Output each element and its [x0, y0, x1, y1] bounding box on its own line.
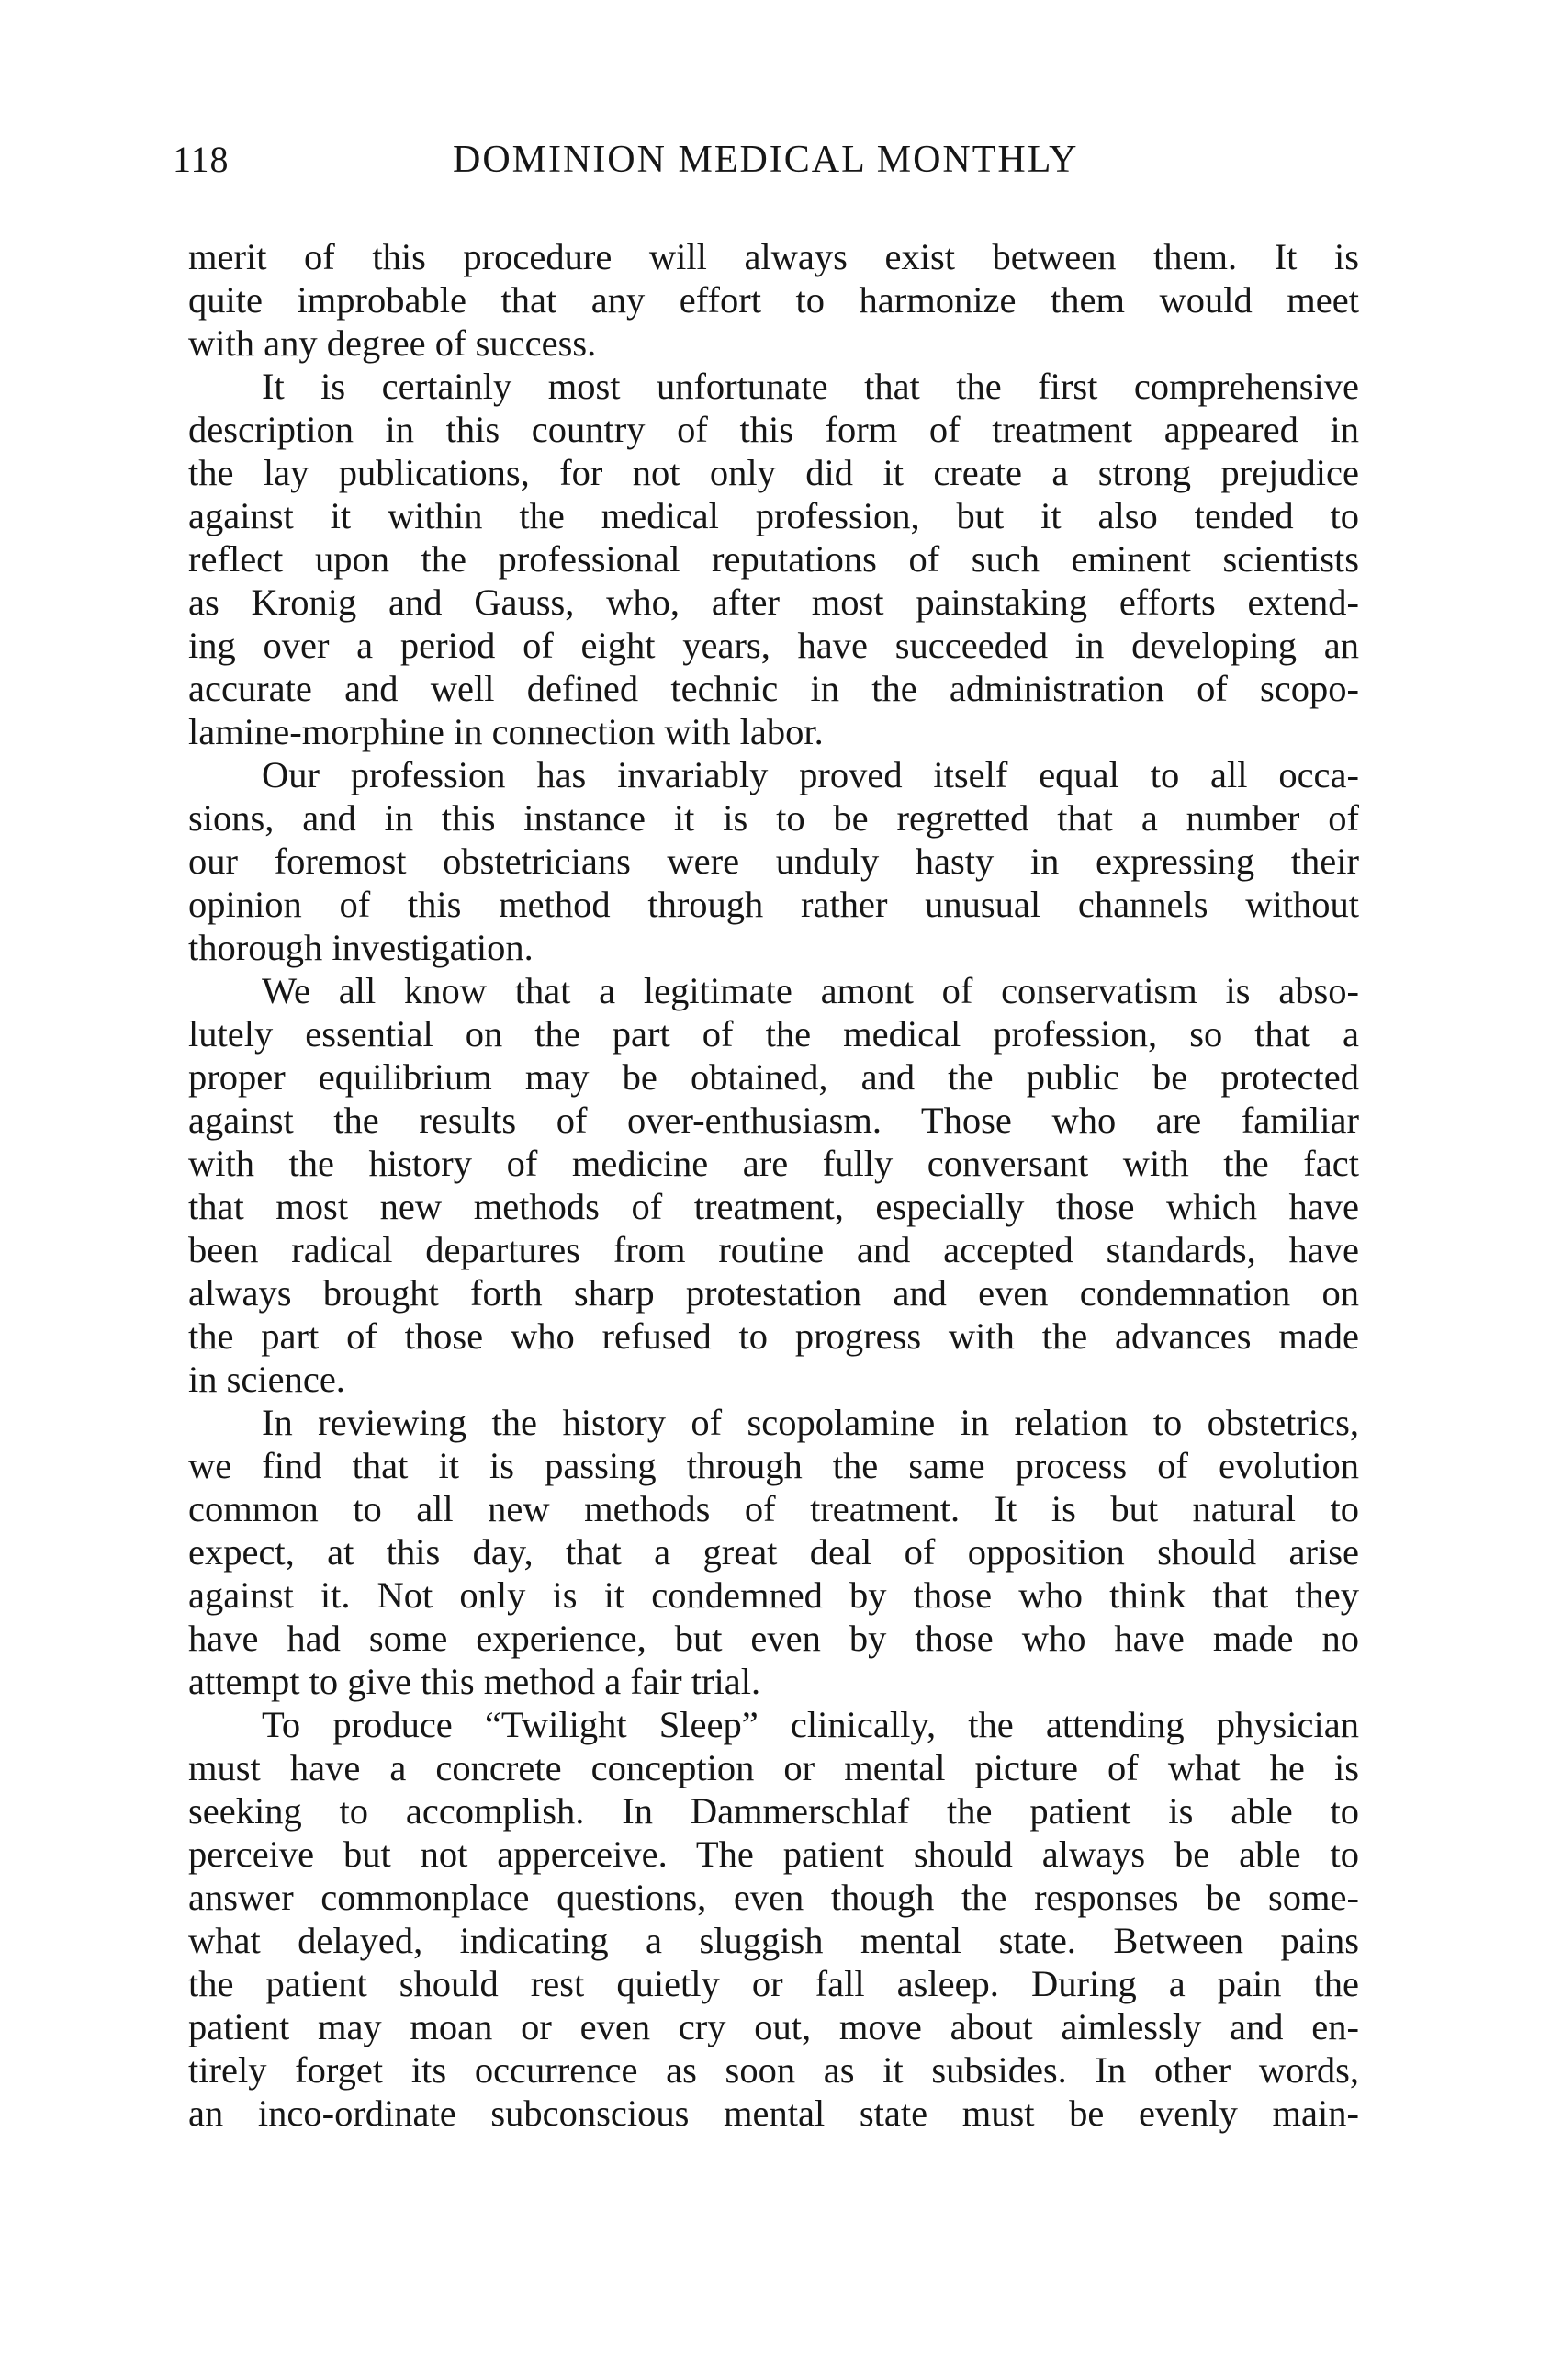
text-line: description in this country of this form of treatment appeared in	[188, 409, 1359, 450]
text-line: Our profession has invariably proved itself equal to all occa-	[262, 754, 1359, 795]
page-number: 118	[173, 139, 230, 180]
text-line: proper equilibrium may be obtained, and the public be protected	[188, 1056, 1359, 1098]
text-line: lutely essential on the part of the medical profession, so that a	[188, 1013, 1359, 1055]
journal-title: DOMINION MEDICAL MONTHLY	[453, 139, 1079, 181]
text-line: lamine-morphine in connection with labor.	[188, 711, 824, 752]
text-line: tirely forget its occurrence as soon as it subsides. In other words,	[188, 2049, 1359, 2091]
text-line: our foremost obstetricians were unduly hasty in expressing their	[188, 840, 1359, 882]
text-line: have had some experience, but even by those who have made no	[188, 1618, 1359, 1659]
text-line: in science.	[188, 1359, 345, 1400]
text-line: an inco-ordinate subconscious mental state must be evenly main-	[188, 2092, 1359, 2134]
text-line: expect, at this day, that a great deal of opposition should arise	[188, 1531, 1359, 1573]
text-line: the patient should rest quietly or fall asleep. During a pain the	[188, 1963, 1359, 2004]
text-line: as Kronig and Gauss, who, after most painstaking efforts extend-	[188, 581, 1359, 623]
text-line: always brought forth sharp protestation and even condemnation on	[188, 1272, 1359, 1314]
text-line: accurate and well defined technic in the administration of scopo-	[188, 668, 1359, 709]
text-line: the lay publications, for not only did it create a strong prejudice	[188, 452, 1359, 493]
text-line: opinion of this method through rather unusual channels without	[188, 884, 1359, 925]
text-line: with any degree of success.	[188, 322, 597, 364]
text-line: answer commonplace questions, even though the responses be some-	[188, 1877, 1359, 1918]
text-line: that most new methods of treatment, especially those which have	[188, 1186, 1359, 1227]
text-line: quite improbable that any effort to harmonize them would meet	[188, 279, 1359, 321]
text-line: sions, and in this instance it is to be regretted that a number of	[188, 797, 1359, 839]
running-head	[173, 138, 1366, 202]
text-line: been radical departures from routine and accepted standards, have	[188, 1229, 1359, 1270]
text-line: we find that it is passing through the same process of evolution	[188, 1445, 1359, 1486]
text-line: seeking to accomplish. In Dammerschlaf the patient is able to	[188, 1790, 1359, 1832]
text-line: with the history of medicine are fully conversant with the fact	[188, 1143, 1359, 1184]
text-line: the part of those who refused to progress with the advances made	[188, 1315, 1359, 1357]
text-line: reflect upon the professional reputations of such eminent scientists	[188, 538, 1359, 580]
article-body	[188, 235, 1359, 2135]
text-line: We all know that a legitimate amont of conservatism is abso-	[262, 970, 1359, 1011]
text-line: To produce “Twilight Sleep” clinically, the attending physician	[262, 1704, 1359, 1745]
text-line: against it. Not only is it condemned by those who think that they	[188, 1574, 1359, 1616]
text-line: perceive but not apperceive. The patient should always be able to	[188, 1833, 1359, 1875]
text-line: attempt to give this method a fair trial.	[188, 1661, 761, 1702]
text-line: common to all new methods of treatment. It is but natural to	[188, 1488, 1359, 1529]
text-line: patient may moan or even cry out, move about aimlessly and en-	[188, 2006, 1359, 2047]
text-line: merit of this procedure will always exist between them. It is	[188, 236, 1359, 277]
text-line: In reviewing the history of scopolamine in relation to obstetrics,	[262, 1402, 1359, 1443]
text-line: must have a concrete conception or mental picture of what he is	[188, 1747, 1359, 1788]
text-line: against the results of over-enthusiasm. Those who are familiar	[188, 1100, 1359, 1141]
text-line: thorough investigation.	[188, 927, 534, 968]
text-line: what delayed, indicating a sluggish mental state. Between pains	[188, 1920, 1359, 1961]
text-line: against it within the medical profession, but it also tended to	[188, 495, 1359, 536]
text-line: It is certainly most unfortunate that the first comprehensive	[262, 366, 1359, 407]
text-line: ing over a period of eight years, have succeeded in developing an	[188, 625, 1359, 666]
